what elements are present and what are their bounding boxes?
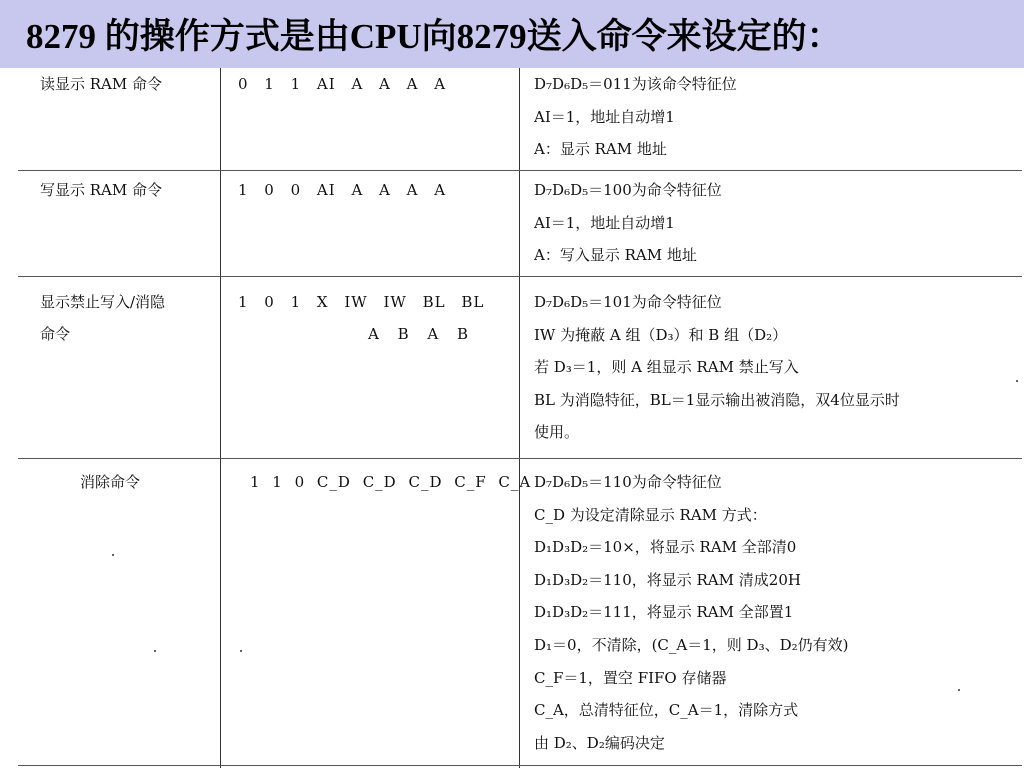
command-description — [534, 466, 849, 759]
scan-speck — [958, 689, 960, 691]
row-divider — [18, 276, 1022, 277]
command-name: 消除命令 — [80, 473, 141, 491]
row-divider — [18, 765, 1022, 766]
description-line: D₇D₆D₅＝110为命令特征位 — [534, 473, 722, 491]
row-divider — [18, 458, 1022, 459]
command-table — [0, 68, 1024, 768]
description-line: D₇D₆D₅＝101为命令特征位 — [534, 293, 722, 311]
description-line: AI＝1，地址自动增1 — [534, 213, 675, 232]
scan-speck — [1016, 380, 1018, 382]
command-name: 显示禁止写入/消隐 — [40, 293, 166, 311]
description-line: C_D 为设定清除显示 RAM 方式： — [534, 505, 767, 524]
description-line: BL 为消隐特征，BL＝1显示输出被消隐，双4位显示时 — [534, 390, 900, 409]
column-divider-1 — [220, 68, 221, 768]
description-line: D₁＝0，不清除，(C_A＝1，则 D₃、D₂仍有效) — [534, 635, 849, 654]
description-line: AI＝1，地址自动增1 — [534, 107, 675, 126]
scan-speck — [240, 650, 242, 652]
column-divider-2 — [519, 68, 520, 768]
title-bar — [0, 0, 1024, 68]
command-bits: 1 1 0 C_D C_D C_D C_F C_A — [250, 473, 532, 491]
description-line: D₁D₃D₂＝110，将显示 RAM 清成20H — [534, 570, 801, 589]
command-description — [534, 286, 900, 449]
command-description — [534, 68, 737, 166]
command-name-continued: 命令 — [40, 325, 71, 343]
scan-speck — [154, 650, 156, 652]
description-line: D₁D₃D₂＝111，将显示 RAM 全部置1 — [534, 603, 794, 622]
description-line: D₁D₃D₂＝10×，将显示 RAM 全部清0 — [534, 538, 797, 557]
command-description — [534, 174, 722, 272]
description-line: 由 D₂、D₂编码决定 — [534, 733, 665, 752]
page-title: 8279 的操作方式是由CPU向8279送入命令来设定的： — [26, 17, 842, 56]
description-line: 使用。 — [534, 423, 580, 442]
description-line: C_F＝1，置空 FIFO 存储器 — [534, 668, 727, 687]
description-line: D₇D₆D₅＝100为命令特征位 — [534, 181, 722, 199]
description-line: A：写入显示 RAM 地址 — [534, 246, 697, 265]
scan-speck — [112, 554, 114, 556]
command-name: 读显示 RAM 命令 — [40, 75, 163, 93]
description-line: A：显示 RAM 地址 — [534, 140, 667, 159]
command-bits-subscript: A B A B — [368, 325, 470, 343]
command-bits: 0 1 1 AI A A A A — [238, 75, 447, 93]
description-line: D₇D₆D₅＝011为该命令特征位 — [534, 75, 737, 93]
description-line: 若 D₃＝1，则 A 组显示 RAM 禁止写入 — [534, 358, 799, 377]
command-bits: 1 0 0 AI A A A A — [238, 181, 447, 199]
command-bits: 1 0 1 X IW IW BL BL — [238, 293, 485, 311]
row-divider — [18, 170, 1022, 171]
description-line: IW 为掩蔽 A 组（D₃）和 B 组（D₂） — [534, 325, 788, 344]
command-name: 写显示 RAM 命令 — [40, 181, 163, 199]
description-line: C_A，总清特征位，C_A＝1，清除方式 — [534, 701, 799, 720]
